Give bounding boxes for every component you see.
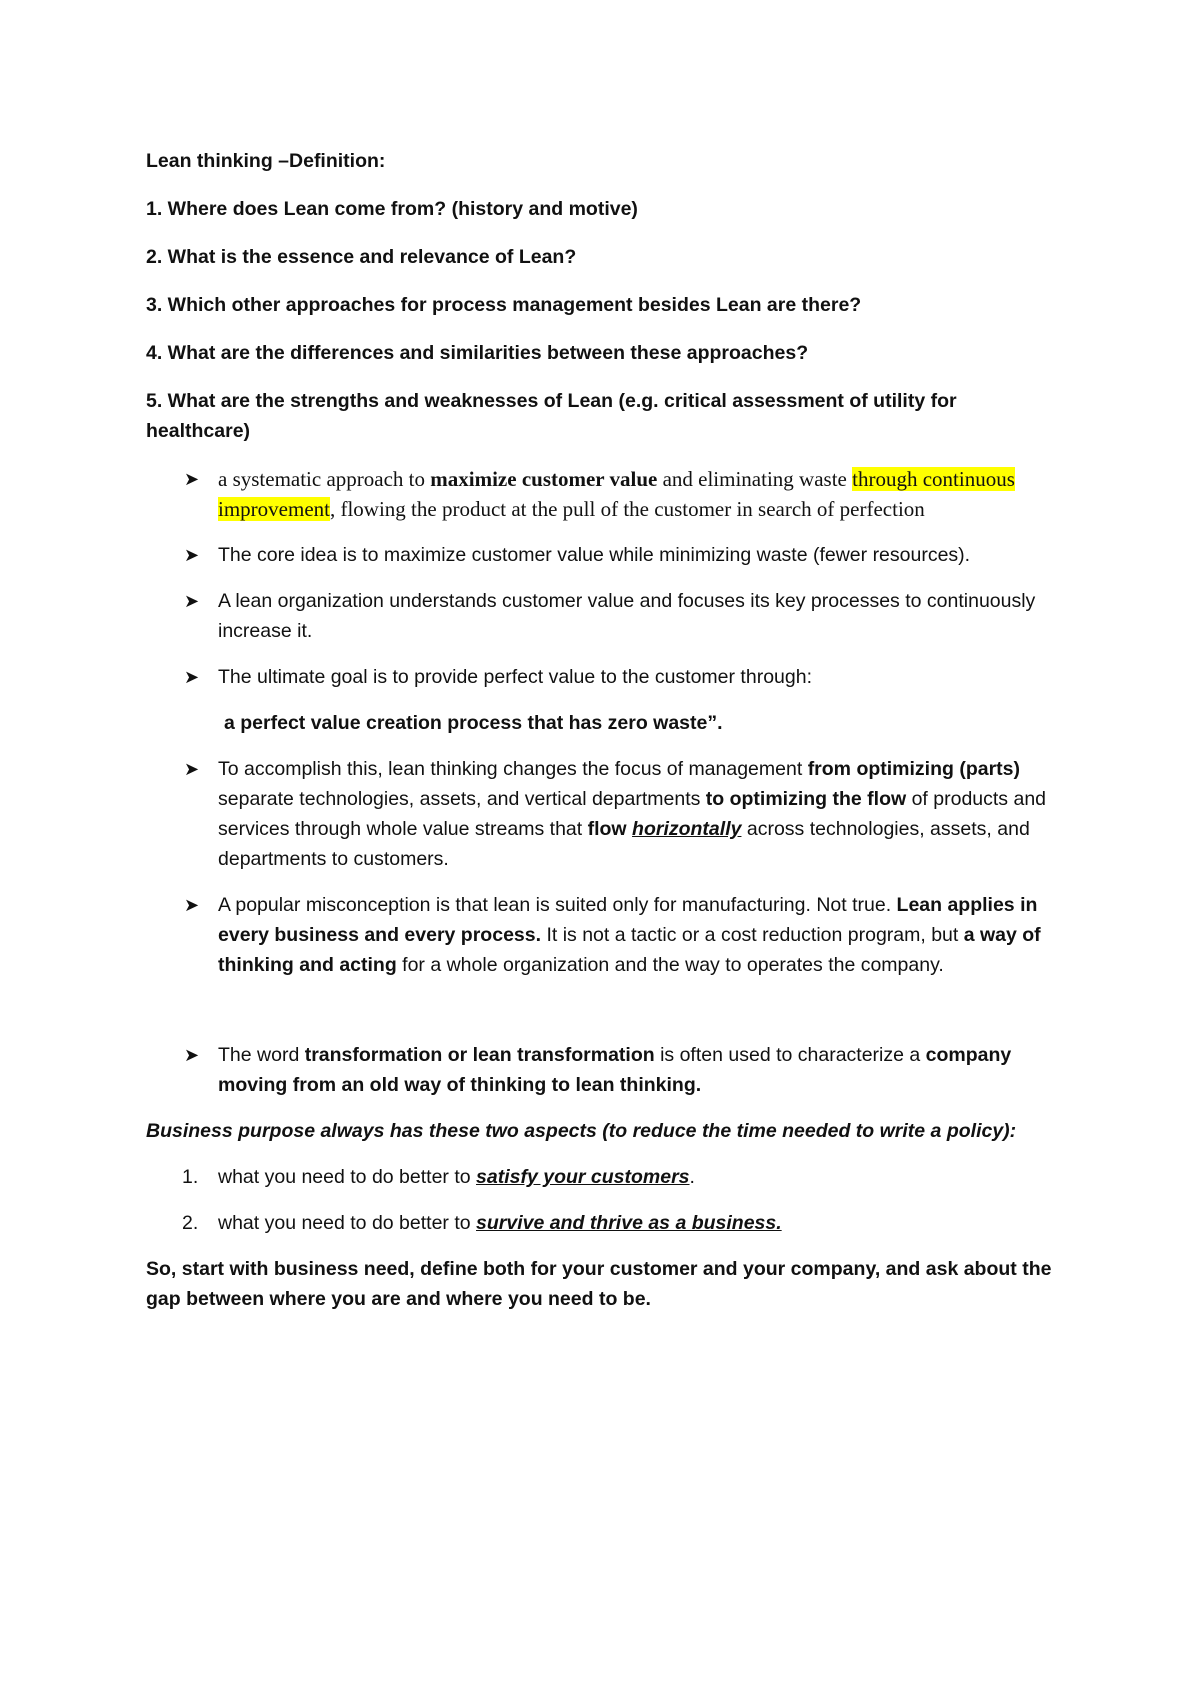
arrow-bullet-icon: ➤ [184, 469, 200, 489]
bullet-systematic-approach: ➤ a systematic approach to maximize customer value and eliminating waste through continuous improvement, flowing the product at the pull of the customer in search of perfection [146, 464, 1056, 524]
question-4: 4. What are the differences and similarities between these approaches? [146, 342, 809, 364]
arrow-bullet-icon: ➤ [184, 759, 200, 779]
question-2: 2. What is the essence and relevance of Lean? [146, 246, 577, 268]
document-body [146, 146, 1056, 1314]
bullet-misconception: ➤ A popular misconception is that lean is suited only for manufacturing. Not true. Lean applies in every business and every process. It is not a tactic or a cost reduction program, but a way of thinking and acting for a whole organization and the way to operates the company. [146, 890, 1056, 980]
arrow-bullet-icon: ➤ [184, 1045, 200, 1065]
ultimate-goal-quote: a perfect value creation process that has zero waste”. [224, 712, 723, 734]
question-5: 5. What are the strengths and weaknesses of Lean (e.g. critical assessment of utility for healthcare) [146, 390, 957, 442]
arrow-bullet-icon: ➤ [184, 591, 200, 611]
arrow-bullet-icon: ➤ [184, 895, 200, 915]
arrow-bullet-icon: ➤ [184, 545, 200, 565]
closing-paragraph: So, start with business need, define both for your customer and your company, and ask about the gap between where you are and where you need to be. [146, 1258, 1052, 1310]
bullet-ultimate-goal: ➤ The ultimate goal is to provide perfect value to the customer through: [146, 662, 1056, 692]
numbered-item-2: 2. what you need to do better to survive and thrive as a business. [182, 1212, 782, 1234]
bullet-core-idea: ➤ The core idea is to maximize customer value while minimizing waste (fewer resources). [146, 540, 1056, 570]
question-3: 3. Which other approaches for process management besides Lean are there? [146, 294, 862, 316]
bullet-lean-organization: ➤ A lean organization understands customer value and focuses its key processes to continuously increase it. [146, 586, 1056, 646]
business-purpose: Business purpose always has these two aspects (to reduce the time needed to write a policy): [146, 1120, 1017, 1142]
question-1: 1. Where does Lean come from? (history and motive) [146, 198, 638, 220]
numbered-item-1: 1. what you need to do better to satisfy your customers. [182, 1166, 695, 1188]
bullet-accomplish: ➤ To accomplish this, lean thinking changes the focus of management from optimizing (parts) separate technologies, assets, and vertical departments to optimizing the flow of products and services through whole value streams that flow horizontally across technologies, assets, and departments to customers. [146, 754, 1056, 874]
highlighted-text: through continuous improvement [218, 467, 1015, 521]
spacer [146, 996, 1056, 1040]
arrow-bullet-icon: ➤ [184, 667, 200, 687]
bullet-transformation: ➤ The word transformation or lean transformation is often used to characterize a company moving from an old way of thinking to lean thinking. [146, 1040, 1056, 1100]
heading: Lean thinking –Definition: [146, 150, 386, 172]
